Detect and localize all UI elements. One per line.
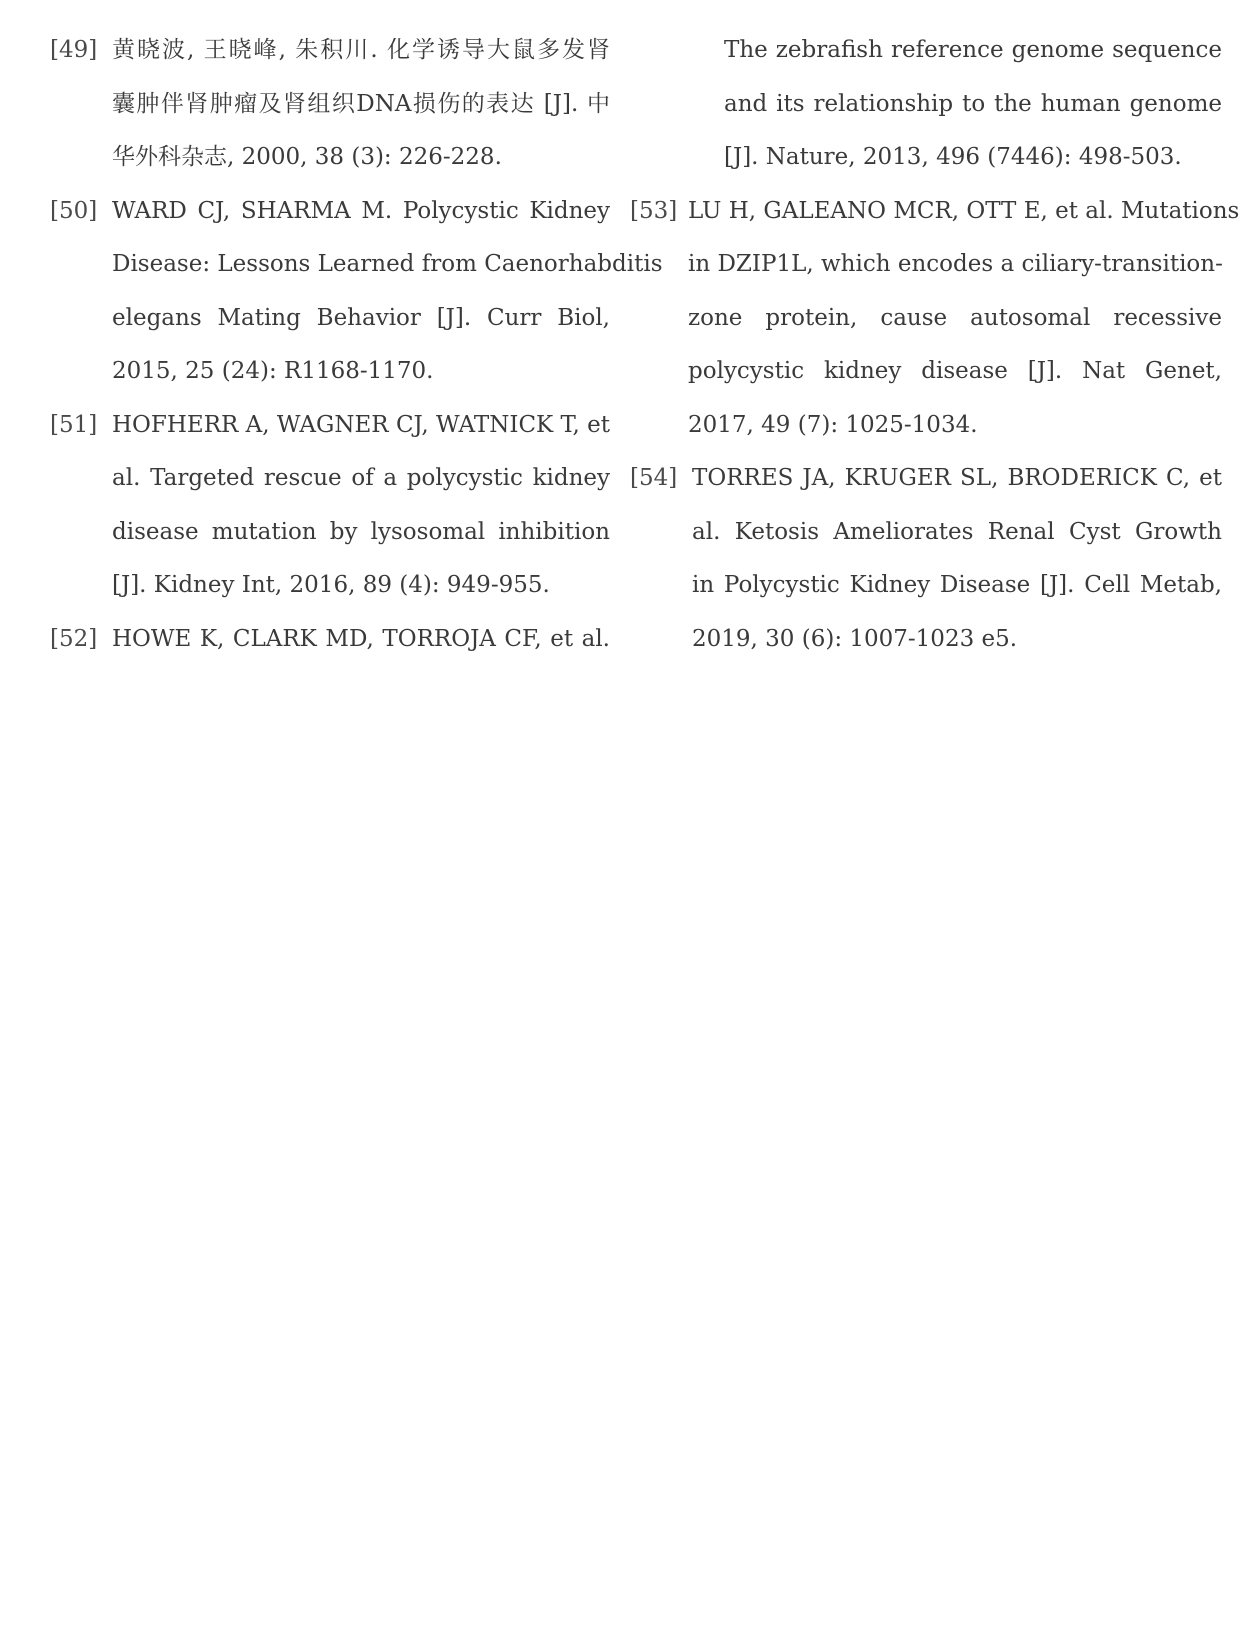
reference-text-line: WARD CJ, SHARMA M. Polycystic Kidney [112, 197, 610, 224]
reference-text-line: 2019, 30 (6): 1007-1023 e5. [692, 625, 1018, 652]
reference-54 [630, 452, 1222, 666]
reference-text-line: HOFHERR A, WAGNER CJ, WATNICK T, et [112, 411, 610, 438]
reference-text-line: 2015, 25 (24): R1168-1170. [112, 358, 434, 384]
reference-text-line: and its relationship to the human genome [724, 90, 1222, 117]
reference-text-line: LU H, GALEANO MCR, OTT E, et al. Mutations [688, 197, 1240, 224]
reference-text-line: 华外科杂志, 2000, 38 (3): 226-228. [112, 144, 502, 170]
reference-text-line: in Polycystic Kidney Disease [J]. Cell Metab, [692, 572, 1222, 598]
reference-49 [50, 24, 610, 185]
reference-text-line: HOWE K, CLARK MD, TORROJA CF, et al. [112, 625, 610, 652]
reference-53 [630, 185, 1240, 453]
reference-number: [49] [50, 37, 98, 63]
reference-number: [51] [50, 411, 98, 438]
reference-number: [53] [630, 197, 678, 224]
reference-text-line: The zebrafish reference genome sequence [724, 37, 1222, 63]
reference-text-line: 2017, 49 (7): 1025-1034. [688, 411, 978, 438]
reference-number: [52] [50, 625, 98, 652]
reference-text-line: polycystic kidney disease [J]. Nat Genet, [688, 358, 1222, 384]
reference-text-line: 黄晓波, 王晓峰, 朱积川. 化学诱导大鼠多发肾 [112, 37, 610, 63]
reference-51 [50, 399, 610, 613]
reference-number: [50] [50, 197, 98, 224]
reference-text-line: al. Targeted rescue of a polycystic kidney [112, 465, 610, 491]
reference-text-line: [J]. Kidney Int, 2016, 89 (4): 949-955. [112, 572, 550, 598]
reference-text-line: TORRES JA, KRUGER SL, BRODERICK C, et [692, 465, 1222, 491]
reference-text-line: disease mutation by lysosomal inhibition [112, 518, 610, 545]
reference-text-line: elegans Mating Behavior [J]. Curr Biol, [112, 304, 610, 331]
reference-text-line: 囊肿伴肾肿瘤及肾组织DNA损伤的表达 [J]. 中 [112, 90, 610, 117]
references-right-column [630, 24, 1240, 666]
reference-text-line: [J]. Nature, 2013, 496 (7446): 498-503. [724, 144, 1182, 170]
reference-text-line: al. Ketosis Ameliorates Renal Cyst Growth [692, 518, 1222, 545]
reference-52-continued [662, 24, 1222, 185]
reference-text-line: zone protein, cause autosomal recessive [688, 304, 1222, 331]
reference-text-line: in DZIP1L, which encodes a ciliary-transition- [688, 251, 1223, 277]
reference-number: [54] [630, 465, 678, 491]
reference-text-line: Disease: Lessons Learned from Caenorhabditis [112, 251, 663, 277]
reference-52 [50, 613, 610, 667]
